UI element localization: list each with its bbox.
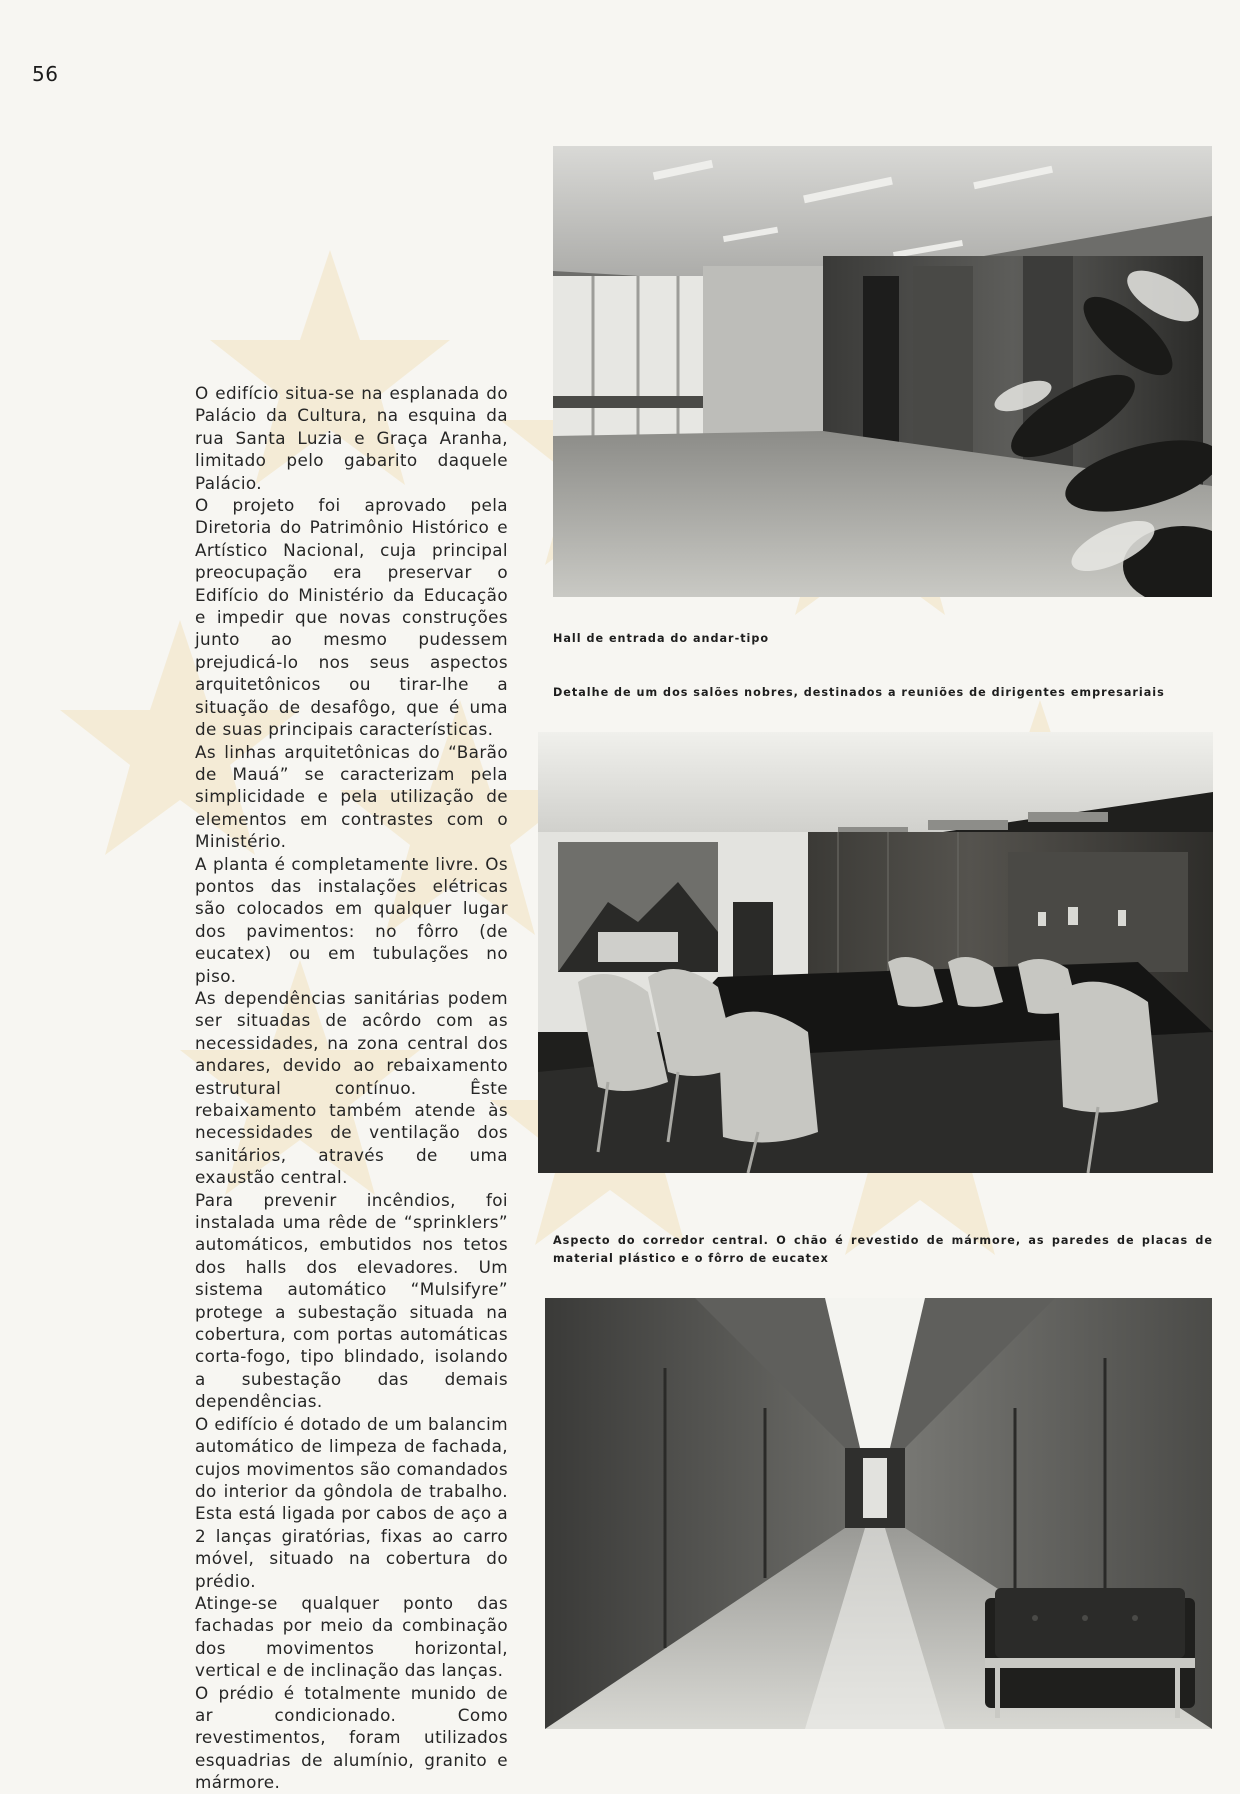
caption-salao: Detalhe de um dos salões nobres, destinados a reuniões de dirigentes empresariais — [553, 686, 1165, 699]
paragraph: As dependências sanitárias podem ser situadas de acôrdo com as necessidades, na zona central dos andares, devido ao rebaixamento estrutural contínuo. Êste rebaixamento também atende às necessidades de ventilação dos sanitários, através de uma exaustão central. — [195, 987, 508, 1188]
paragraph: Atinge-se qualquer ponto das fachadas por meio da combinação dos movimentos horizontal, vertical e de inclinação das lanças. — [195, 1592, 508, 1681]
article-body — [195, 382, 508, 1794]
paragraph: As linhas arquitetônicas do “Barão de Mauá” se caracterizam pela simplicidade e pela utilização de elementos em contrastes com o Ministério. — [195, 741, 508, 852]
paragraph: A planta é completamente livre. Os pontos das instalações elétricas são colocados em qualquer lugar dos pavimentos: no fôrro (de eucatex) ou em tubulações no piso. — [195, 853, 508, 986]
photo-salao-nobre — [538, 732, 1213, 1173]
paragraph: O edifício situa-se na esplanada do Palácio da Cultura, na esquina da rua Santa Luzia e Graça Aranha, limitado pelo gabarito daquele Palácio. — [195, 383, 508, 493]
page-number: 56 — [32, 62, 59, 86]
paragraph: O projeto foi aprovado pela Diretoria do Patrimônio Histórico e Artístico Nacional, cuja principal preocupação era preservar o Edifício do Ministério da Educação e impedir que novas construções junto ao mesmo pudessem prejudicá-lo nos seus aspectos arquitetônicos ou tirar-lhe a situação de desafôgo, que é uma de suas principais características. — [195, 495, 508, 740]
paragraph: Para prevenir incêndios, foi instalada uma rêde de “sprinklers” automáticos, embutidos nos tetos dos halls dos elevadores. Um sistema automático “Mulsifyre” protege a subestação situada na cobertura, com portas automáticas corta-fogo, tipo blindado, isolando a subestação das demais dependências. — [195, 1189, 508, 1412]
paragraph: O prédio é totalmente munido de ar condicionado. Como revestimentos, foram utilizados esquadrias de alumínio, granito e mármore. — [195, 1682, 508, 1793]
paragraph: O edifício é dotado de um balancim automático de limpeza de fachada, cujos movimentos são comandados do interior da gôndola de trabalho. Esta está ligada por cabos de aço a 2 lanças giratórias, fixas ao carro móvel, situado na cobertura do prédio. — [195, 1413, 508, 1591]
caption-hall: Hall de entrada do andar-tipo — [553, 632, 770, 645]
photo-hall-entrada — [553, 146, 1212, 597]
caption-corredor: Aspecto do corredor central. O chão é revestido de mármore, as paredes de placas de material plástico e o fôrro de eucatex — [553, 1234, 1213, 1265]
photo-corredor-central — [545, 1298, 1212, 1729]
